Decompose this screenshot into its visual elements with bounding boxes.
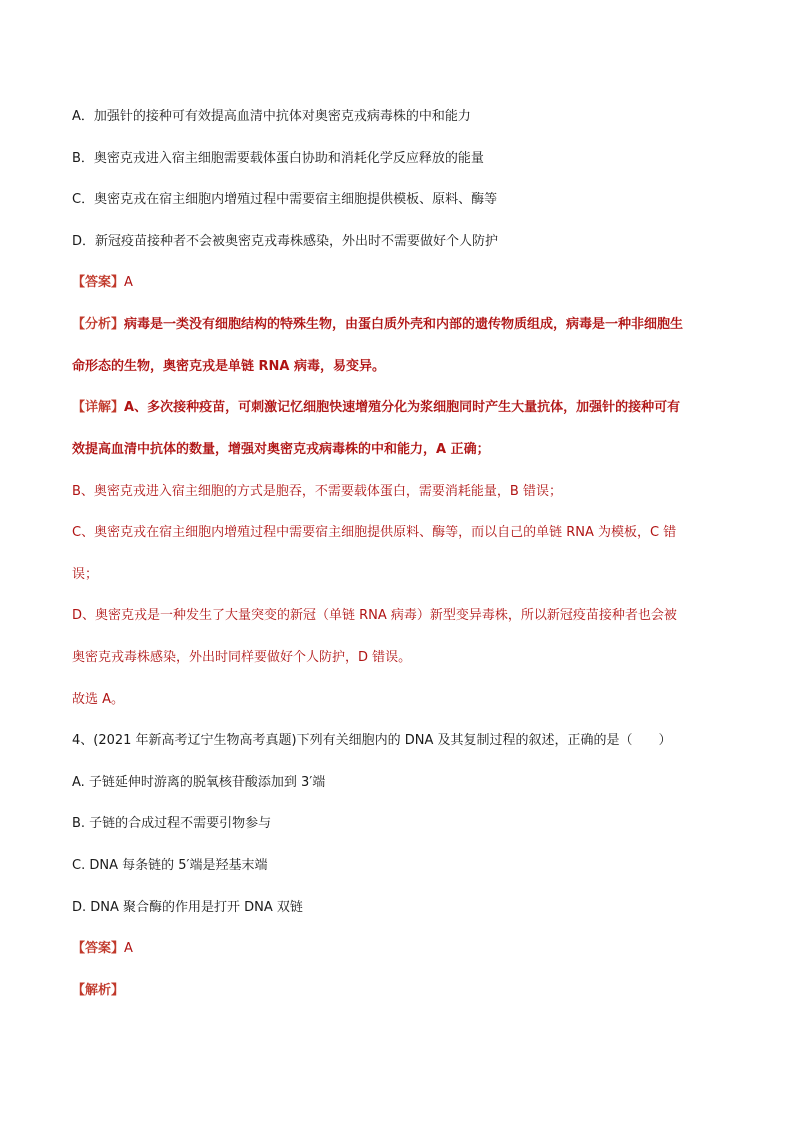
answer-label: 【答案】	[72, 275, 125, 290]
q3-detail-line-2: 效提高血清中抗体的数量，增强对奥密克戎病毒株的中和能力，A 正确；	[72, 442, 490, 457]
q3-option-c: C．奥密克戎在宿主细胞内增殖过程中需要宿主细胞提供模板、原料、酶等	[72, 192, 498, 207]
detail-text: A、多次接种疫苗，可刺激记忆细胞快速增殖分化为浆细胞同时产生大量抗体，加强针的接种可有	[124, 400, 681, 415]
q4-option-d: D. DNA 聚合酶的作用是打开 DNA 双链	[72, 900, 303, 915]
q4-analysis	[72, 982, 732, 1000]
q3-detail-line-6: D、奥密克戎是一种发生了大量突变的新冠（单链 RNA 病毒）新型变异毒株，所以新冠疫苗接种者也会被	[72, 608, 677, 623]
answer-value: A	[124, 941, 133, 956]
answer-label: 【答案】	[72, 941, 125, 956]
q3-option-b: B．奥密克戎进入宿主细胞需要载体蛋白协助和消耗化学反应释放的能量	[72, 151, 484, 166]
q3-detail-line-5: 误；	[72, 567, 99, 582]
analysis-label: 【分析】	[72, 317, 125, 332]
q4-option-b: B. 子链的合成过程不需要引物参与	[72, 816, 272, 831]
q3-analysis-line-2: 命形态的生物，奥密克戎是单链 RNA 病毒，易变异。	[72, 359, 386, 374]
q4-answer	[72, 940, 732, 958]
q3-detail-line-3: B、奥密克戎进入宿主细胞的方式是胞吞，不需要载体蛋白，需要消耗能量，B 错误；	[72, 484, 562, 499]
detail-label: 【详解】	[72, 400, 125, 415]
q4-option-a: A. 子链延伸时游离的脱氧核苷酸添加到 3′端	[72, 775, 326, 790]
answer-value: A	[124, 275, 133, 290]
q3-option-a: A．加强针的接种可有效提高血清中抗体对奥密克戎病毒株的中和能力	[72, 109, 471, 124]
analysis-text: 病毒是一类没有细胞结构的特殊生物，由蛋白质外壳和内部的遗传物质组成，病毒是一种非细胞生	[124, 317, 684, 332]
q3-conclusion: 故选 A。	[72, 692, 125, 707]
analysis-label: 【解析】	[72, 983, 125, 998]
q3-detail-line-4: C、奥密克戎在宿主细胞内增殖过程中需要宿主细胞提供原料、酶等，而以自己的单链 RNA 为模板，C 错	[72, 525, 677, 540]
q3-detail-line-1	[72, 399, 732, 417]
q4-option-c: C. DNA 每条链的 5′端是羟基末端	[72, 858, 268, 873]
q3-option-d: D．新冠疫苗接种者不会被奥密克戎毒株感染，外出时不需要做好个人防护	[72, 234, 499, 249]
q3-analysis-line-1	[72, 316, 732, 334]
q3-detail-line-7: 奥密克戎毒株感染，外出时同样要做好个人防护，D 错误。	[72, 650, 412, 665]
q3-answer	[72, 274, 732, 292]
q4-stem: 4、(2021 年新高考辽宁生物高考真题)下列有关细胞内的 DNA 及其复制过程的叙述，正确的是（ ）	[72, 733, 672, 748]
